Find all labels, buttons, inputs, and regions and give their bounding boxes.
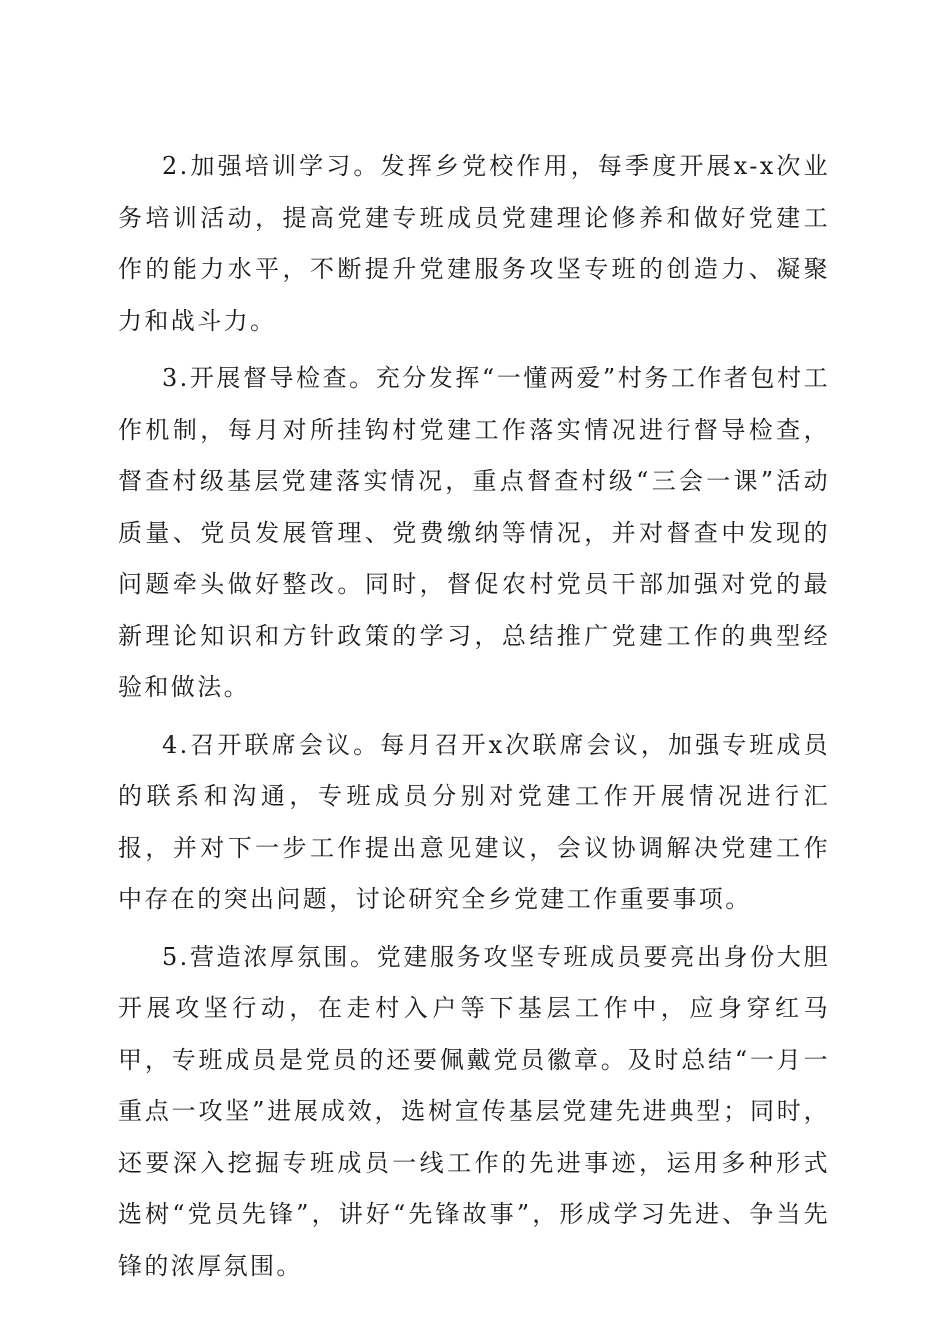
document-page: [118, 141, 830, 1298]
paragraph-training: 2.加强培训学习。发挥乡党校作用，每季度开展x-x次业务培训活动，提高党建专班成员党建理论修养和做好党建工作的能力水平，不断提升党建服务攻坚专班的创造力、凝聚力和战斗力。: [118, 152, 830, 335]
paragraph-joint-meeting: 4.召开联席会议。每月召开x次联席会议，加强专班成员的联系和沟通，专班成员分别对党建工作开展情况进行汇报，并对下一步工作提出意见建议，会议协调解决党建工作中存在的突出问题，讨论研究全乡党建工作重要事项。: [118, 730, 830, 913]
paragraph-supervision: 3.开展督导检查。充分发挥“一懂两爱”村务工作者包村工作机制，每月对所挂钩村党建工作落实情况进行督导检查，督查村级基层党建落实情况，重点督查村级“三会一课”活动质量、党员发展管理、党费缴纳等情况，并对督查中发现的问题牵头做好整改。同时，督促农村党员干部加强对党的最新理论知识和方针政策的学习，总结推广党建工作的典型经验和做法。: [118, 364, 830, 701]
paragraph-atmosphere: 5.营造浓厚氛围。党建服务攻坚专班成员要亮出身份大胆开展攻坚行动，在走村入户等下基层工作中，应身穿红马甲，专班成员是党员的还要佩戴党员徽章。及时总结“一月一重点一攻坚”进展成效，选树宣传基层党建先进典型；同时，还要深入挖掘专班成员一线工作的先进事迹，运用多种形式选树“党员先锋”，讲好“先锋故事”，形成学习先进、争当先锋的浓厚氛围。: [118, 942, 830, 1280]
